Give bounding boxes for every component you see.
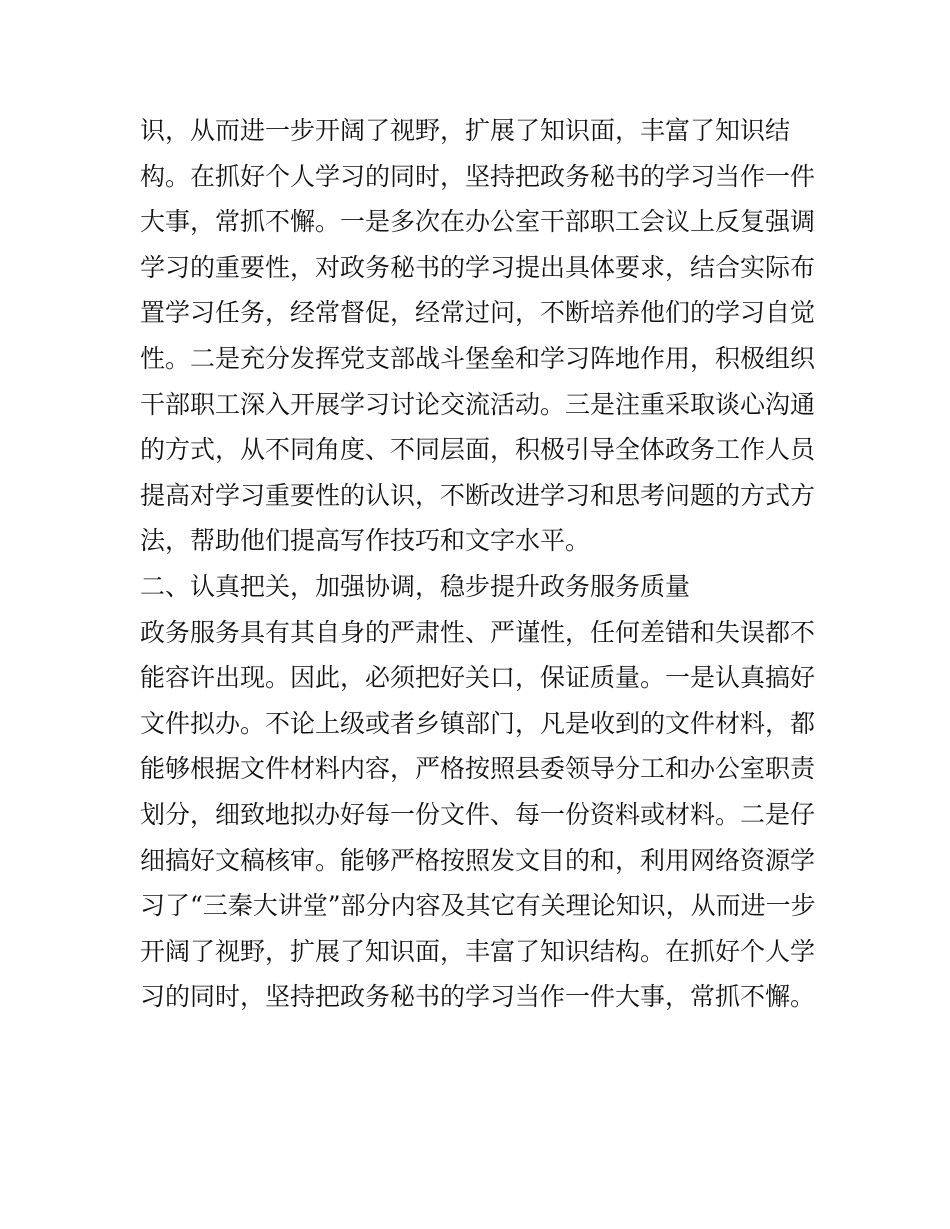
text-line: 能容许出现。因此，必须把好关口，保证质量。一是认真搞好	[140, 663, 816, 693]
text-line: 法，帮助他们提高写作技巧和文字水平。	[140, 526, 591, 556]
text-line: 文件拟办。不论上级或者乡镇部门，凡是收到的文件材料，都	[140, 708, 816, 738]
text-line: 能够根据文件材料内容，严格按照县委领导分工和办公室职责	[140, 754, 816, 784]
section-heading: 二、认真把关，加强协调，稳步提升政务服务质量	[140, 571, 691, 601]
text-line: 学习的重要性，对政务秘书的学习提出具体要求，结合实际布	[140, 252, 816, 282]
text-line: 习了“三秦大讲堂”部分内容及其它有关理论知识，从而进一步	[140, 891, 816, 921]
text-line: 习的同时，坚持把政务秘书的学习当作一件大事，常抓不懈。	[140, 982, 816, 1012]
text-line: 识，从而进一步开阔了视野，扩展了知识面，丰富了知识结	[140, 116, 791, 145]
text-line: 大事，常抓不懈。一是多次在办公室干部职工会议上反复强调	[140, 207, 816, 237]
text-line: 构。在抓好个人学习的同时，坚持把政务秘书的学习当作一件	[140, 161, 816, 191]
text-line: 细搞好文稿核审。能够严格按照发文目的和，利用网络资源学	[140, 845, 816, 875]
text-line: 干部职工深入开展学习讨论交流活动。三是注重采取谈心沟通	[140, 389, 816, 419]
text-line: 划分，细致地拟办好每一份文件、每一份资料或材料。二是仔	[140, 799, 816, 829]
text-line: 的方式，从不同角度、不同层面，积极引导全体政务工作人员	[140, 435, 816, 465]
text-line: 置学习任务，经常督促，经常过问，不断培养他们的学习自觉	[140, 298, 816, 328]
text-line: 提高对学习重要性的认识，不断改进学习和思考问题的方式方	[140, 480, 816, 510]
body-text	[140, 108, 820, 1020]
text-line: 性。二是充分发挥党支部战斗堡垒和学习阵地作用，积极组织	[140, 343, 816, 373]
text-line: 政务服务具有其自身的严肃性、严谨性，任何差错和失误都不	[140, 617, 816, 647]
text-line: 开阔了视野，扩展了知识面，丰富了知识结构。在抓好个人学	[140, 936, 816, 966]
